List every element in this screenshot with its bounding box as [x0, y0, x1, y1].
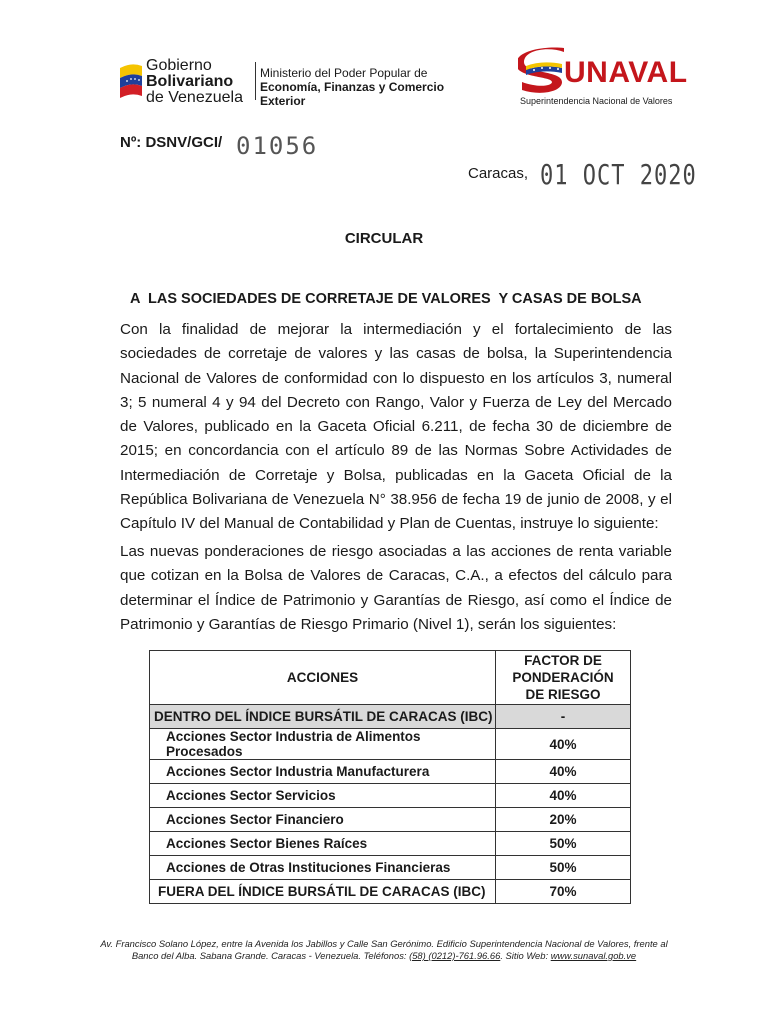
table-row [150, 784, 631, 808]
table-row [150, 729, 631, 760]
table-header-row [150, 651, 631, 705]
row-value: 40% [496, 784, 631, 808]
paragraph-intro: Con la finalidad de mejorar la intermediación y el fortalecimiento de las sociedades de corretaje de valores y las casas de bolsa, la Superintendencia Nacional de Valores de conformidad con lo dispuesto en los artículos 3, numeral 3; 5 numeral 4 y 94 del Decreto con Rango, Valor y Fuerza de Ley del Mercado de Valores, publicado en la Gaceta Oficial 6.211, de fecha 30 de diciembre de 2015; en concordancia con el artículo 89 de las Normas Sobre Actividades de Intermediación de Corretaje y Bolsa, publicadas en la Gaceta Oficial de la República Bolivariana de Venezuela N° 38.956 de fecha 19 de junio de 2008, y el Capítulo IV del Manual de Contabilidad y Plan de Cuentas, instruye lo siguiente: [120, 321, 672, 533]
document-title: CIRCULAR [344, 230, 424, 247]
header-divider [255, 62, 256, 100]
footer-line: Av. Francisco Solano López, entre la Avenida los Jabillos y Calle San Gerónimo. Edificio Superintendencia Nacional de Valores, frente al [100, 938, 668, 949]
table-row [150, 760, 631, 784]
row-label: DENTRO DEL ÍNDICE BURSÁTIL DE CARACAS (IBC) [150, 705, 496, 729]
table-row [150, 832, 631, 856]
government-name: Gobierno Bolivariano de Venezuela [146, 57, 243, 106]
row-value: 70% [496, 880, 631, 904]
sunaval-wordmark: UNAVAL [564, 56, 688, 89]
table-header-acciones: ACCIONES [150, 651, 496, 705]
risk-weight-table [149, 650, 631, 904]
row-value: - [496, 705, 631, 729]
paragraph-weights: Las nuevas ponderaciones de riesgo asociadas a las acciones de renta variable que cotizan en la Bolsa de Valores de Caracas, C.A., a efectos del cálculo para determinar el Índice de Patrimonio y Garantías de Riesgo, así como el Índice de Patrimonio y Garantías de Riesgo Primario (Nivel 1), serán los siguientes: [120, 543, 672, 633]
government-logo [118, 57, 445, 108]
website-link[interactable]: www.sunaval.gob.ve [550, 950, 637, 961]
ministry-name: Ministerio del Poder Popular de Economía, Finanzas y Comercio Exterior [260, 66, 445, 108]
footer-address [100, 938, 668, 962]
row-value: 40% [496, 729, 631, 760]
phone-link[interactable]: (58) (0212)-761.96.66 [409, 950, 501, 961]
addressee: A LAS SOCIEDADES DE CORRETAJE DE VALORES Y CASAS DE BOLSA [130, 291, 642, 307]
reference-number-stamp: 01056 [236, 132, 319, 160]
venezuela-flag-icon [118, 60, 144, 100]
row-value: 40% [496, 760, 631, 784]
table-header-factor: FACTOR DE PONDERACIÓN DE RIESGO [496, 651, 631, 705]
sunaval-logo [518, 46, 688, 108]
date-stamp: 01 OCT 2020 [540, 160, 697, 192]
sunaval-subtitle: Superintendencia Nacional de Valores [520, 96, 673, 106]
reference-label: Nº: DSNV/GCI/ [120, 134, 223, 151]
table-row [150, 705, 631, 729]
row-label: Acciones Sector Industria Manufacturera [150, 760, 496, 784]
table-row [150, 856, 631, 880]
row-label: Acciones Sector Financiero [150, 808, 496, 832]
table-row [150, 808, 631, 832]
sunaval-s-logo-icon [518, 46, 570, 98]
table-row [150, 880, 631, 904]
row-label: Acciones Sector Industria de Alimentos Procesados [150, 729, 496, 760]
date-city: Caracas, [468, 165, 529, 182]
row-label: Acciones de Otras Instituciones Financieras [150, 856, 496, 880]
row-value: 20% [496, 808, 631, 832]
footer-line: Banco del Alba. Sabana Grande. Caracas - Venezuela. Teléfonos: (58) (0212)-761.96.66. Sitio Web: www.sunaval.gob.ve [131, 950, 637, 961]
row-value: 50% [496, 856, 631, 880]
row-label: FUERA DEL ÍNDICE BURSÁTIL DE CARACAS (IBC) [150, 880, 496, 904]
row-value: 50% [496, 832, 631, 856]
row-label: Acciones Sector Servicios [150, 784, 496, 808]
row-label: Acciones Sector Bienes Raíces [150, 832, 496, 856]
